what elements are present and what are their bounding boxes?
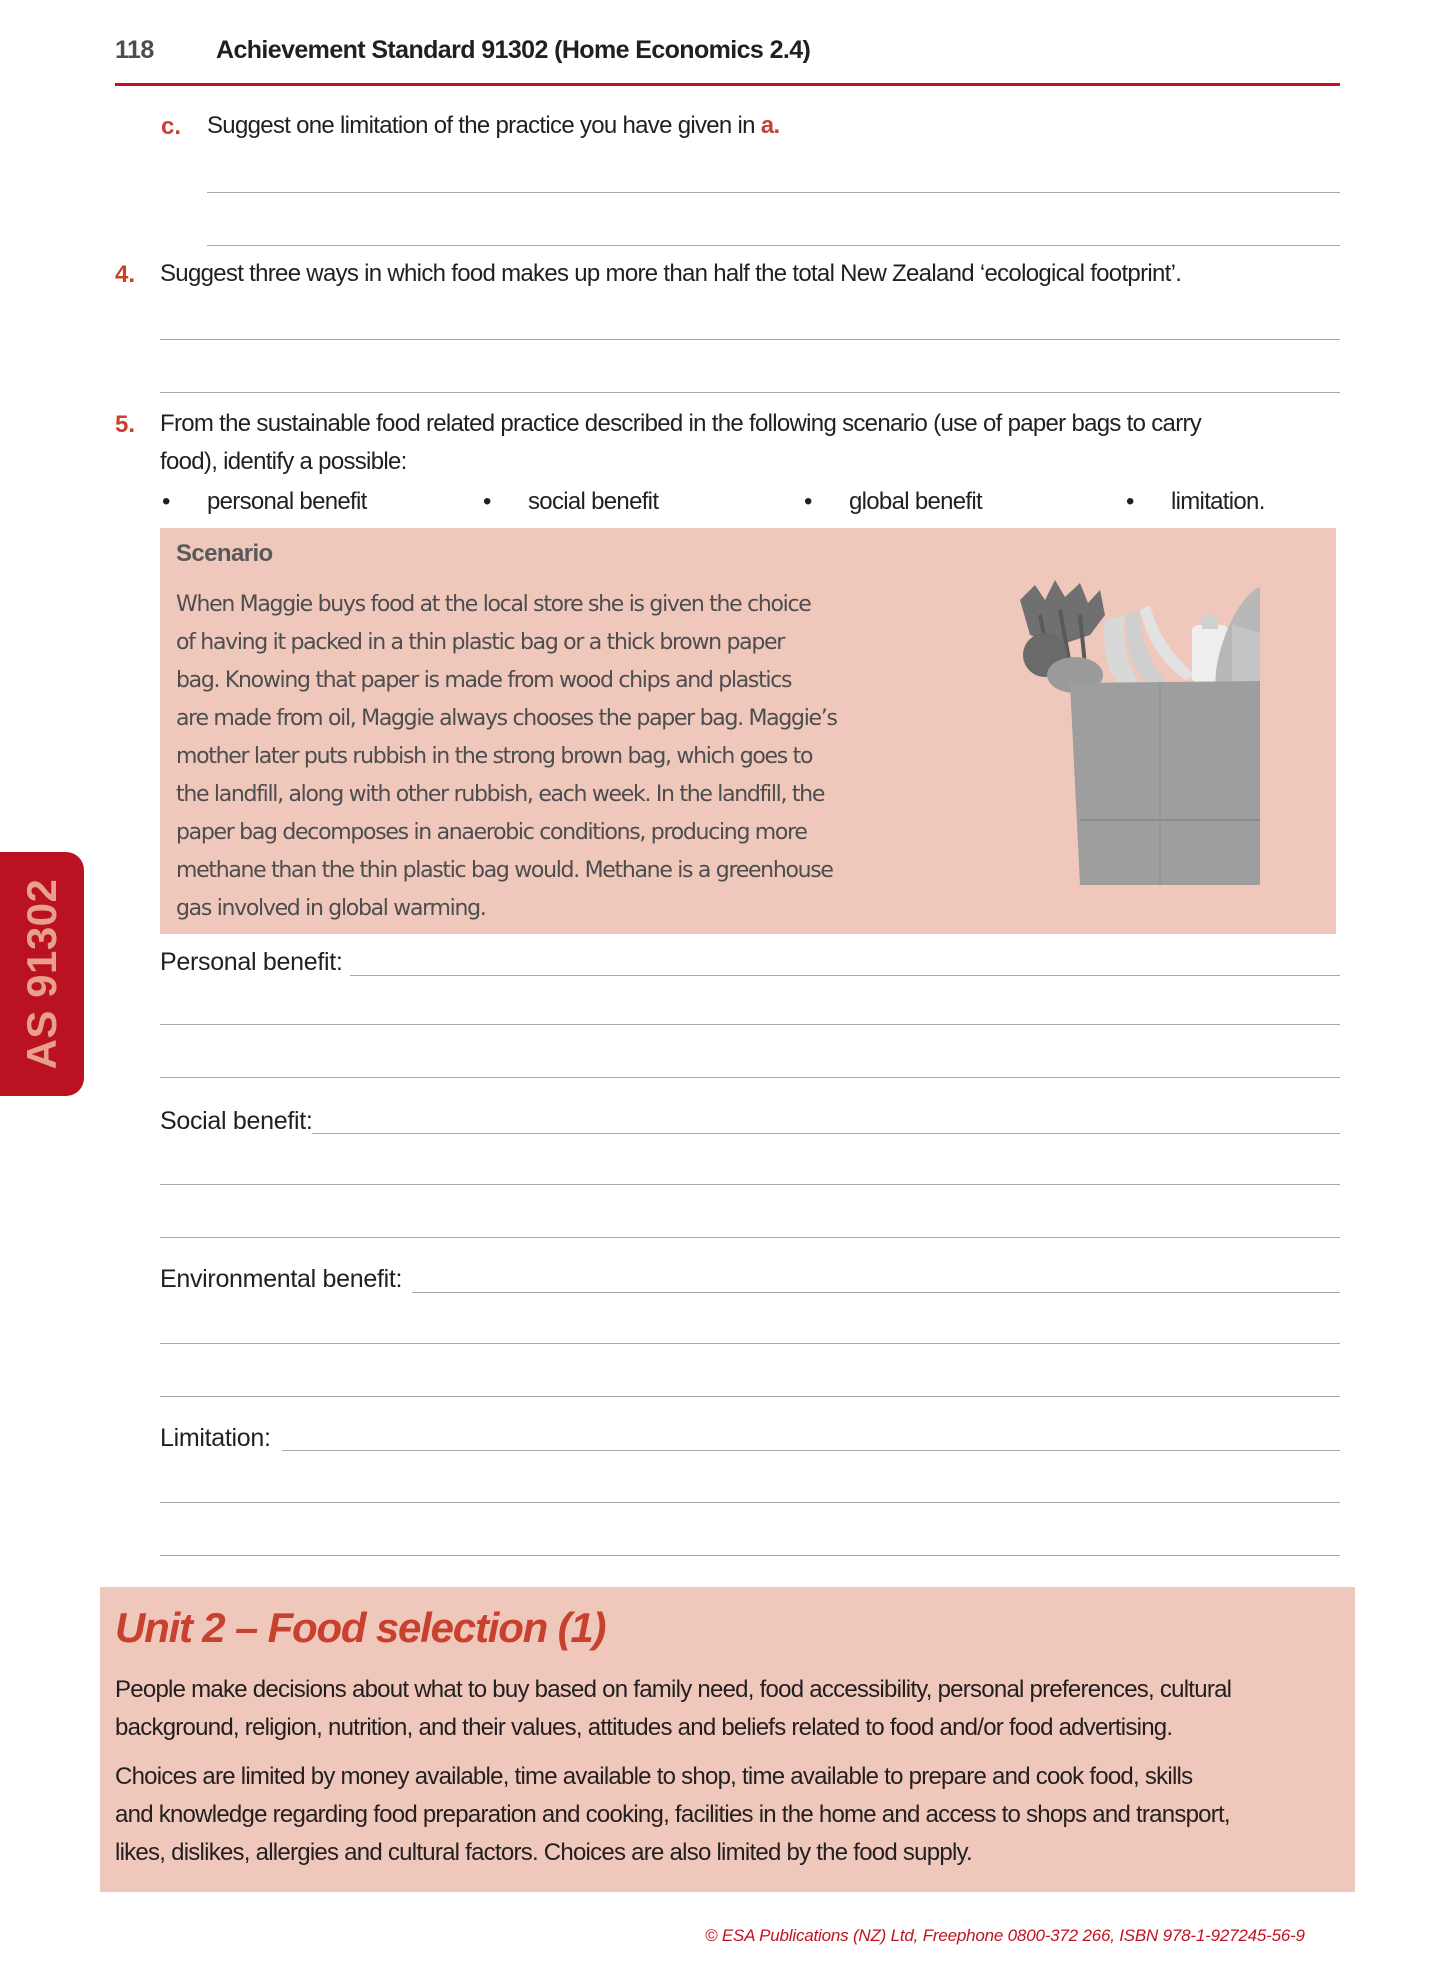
copyright-footer: © ESA Publications (NZ) Ltd, Freephone 0800-372 266, ISBN 978-1-927245-56-9 [705, 1926, 1305, 1945]
answer-line[interactable] [160, 1396, 1340, 1397]
scenario-line: mother later puts rubbish in the strong brown bag, which goes to [176, 744, 813, 769]
question-c-prompt: Suggest one limitation of the practice you have given in [207, 112, 761, 139]
environmental-benefit-line[interactable] [412, 1292, 1340, 1293]
answer-line[interactable] [207, 192, 1340, 193]
bullet-icon: • [1126, 488, 1134, 515]
answer-line[interactable] [160, 339, 1340, 340]
bullet-social-benefit: social benefit [528, 488, 659, 515]
limitation-label: Limitation: [160, 1424, 271, 1452]
answer-line[interactable] [160, 1077, 1340, 1078]
scenario-line: are made from oil, Maggie always chooses the paper bag. Maggie’s [176, 706, 837, 731]
question-c-text [207, 107, 779, 145]
social-benefit-line[interactable] [312, 1133, 1340, 1134]
answer-line[interactable] [160, 1502, 1340, 1503]
question-4-number: 4. [115, 261, 136, 288]
answer-line[interactable] [160, 1237, 1340, 1238]
scenario-text [176, 586, 936, 928]
header-divider [115, 83, 1340, 86]
question-c-letter: c. [161, 113, 182, 140]
environmental-benefit-label: Environmental benefit: [160, 1265, 403, 1293]
answer-line[interactable] [160, 1024, 1340, 1025]
answer-line[interactable] [160, 1343, 1340, 1344]
scenario-title: Scenario [176, 540, 273, 567]
page-number: 118 [115, 36, 154, 64]
pasta-icon [1232, 625, 1260, 685]
question-5-line2: food), identify a possible: [160, 448, 407, 475]
bullet-icon: • [162, 488, 170, 515]
question-5-number: 5. [115, 411, 136, 438]
bullet-personal-benefit: personal benefit [207, 488, 367, 515]
bullet-icon: • [804, 488, 812, 515]
answer-line[interactable] [207, 245, 1340, 246]
answer-line[interactable] [160, 392, 1340, 393]
scenario-line: gas involved in global warming. [176, 896, 486, 921]
question-4-text: Suggest three ways in which food makes up more than half the total New Zealand ‘ecological footprint’. [160, 260, 1182, 287]
personal-benefit-label: Personal benefit: [160, 948, 343, 976]
scenario-line: the landfill, along with other rubbish, each week. In the landfill, the [176, 782, 825, 807]
unit-paragraph-2-line-3: likes, dislikes, allergies and cultural factors. Choices are also limited by the food supply. [115, 1839, 972, 1866]
side-tab-label: AS 91302 [18, 878, 65, 1070]
scenario-line: methane than the thin plastic bag would. Methane is a greenhouse [176, 858, 833, 883]
personal-benefit-line[interactable] [350, 975, 1340, 976]
limitation-line[interactable] [282, 1450, 1340, 1451]
scenario-line: paper bag decomposes in anaerobic conditions, producing more [176, 820, 807, 845]
question-5-line1: From the sustainable food related practice described in the following scenario (use of paper bags to carry [160, 410, 1202, 437]
question-c-reference: a. [760, 112, 780, 139]
social-benefit-label: Social benefit: [160, 1107, 313, 1135]
bullet-limitation: limitation. [1171, 488, 1265, 515]
paper-bag-icon [1070, 681, 1260, 885]
answer-line[interactable] [160, 1184, 1340, 1185]
unit-title: Unit 2 – Food selection (1) [115, 1604, 606, 1651]
scenario-line: bag. Knowing that paper is made from wood chips and plastics [176, 668, 792, 693]
answer-line[interactable] [160, 1555, 1340, 1556]
grocery-bag-image [1000, 575, 1260, 885]
unit-paragraph-1-line-1: People make decisions about what to buy based on family need, food accessibility, personal preferences, cultural [115, 1676, 1232, 1703]
unit-paragraph-2-line-1: Choices are limited by money available, time available to shop, time available to prepare and cook food, skills [115, 1763, 1193, 1790]
page-header-title: Achievement Standard 91302 (Home Economics 2.4) [216, 36, 811, 64]
banana-icon [1104, 605, 1195, 685]
scenario-line: of having it packed in a thin plastic bag or a thick brown paper [176, 630, 784, 655]
bullet-global-benefit: global benefit [849, 488, 982, 515]
unit-paragraph-2-line-2: and knowledge regarding food preparation and cooking, facilities in the home and access to shops and transport, [115, 1801, 1230, 1828]
scenario-line: When Maggie buys food at the local store she is given the choice [176, 592, 811, 617]
bullet-icon: • [483, 488, 491, 515]
unit-paragraph-1-line-2: background, religion, nutrition, and their values, attitudes and beliefs related to food and/or food advertising. [115, 1714, 1173, 1741]
